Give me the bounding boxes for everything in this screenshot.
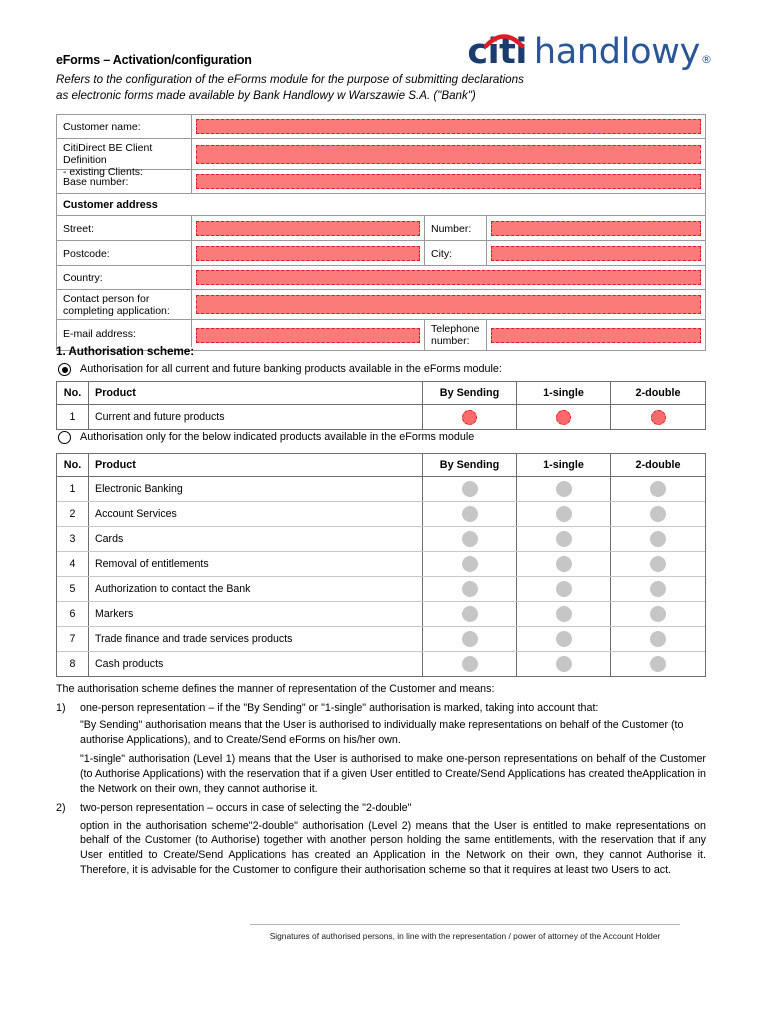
explanation-section <box>56 682 706 882</box>
input-base-number[interactable] <box>196 174 701 189</box>
cell-by-sending <box>423 577 517 601</box>
cell-2-double <box>611 577 705 601</box>
table-header-row <box>57 382 705 405</box>
signature-line <box>250 924 680 925</box>
label-telephone-number <box>425 320 487 350</box>
subtitle-line-2: as electronic forms made available by Bank Handlowy w Warszawie S.A. ("Bank") <box>56 89 476 102</box>
checkbox-1-single[interactable] <box>556 631 572 647</box>
checkbox-by-sending[interactable] <box>462 410 477 425</box>
checkbox-by-sending[interactable] <box>462 581 478 597</box>
cell-row-number: 3 <box>57 527 89 551</box>
table-row-country <box>57 266 705 290</box>
cell-1-single <box>517 577 611 601</box>
cell-1-single <box>517 527 611 551</box>
explanation-item-1-para-1: "By Sending" authorisation means that the User is authorised to individually make representations on behalf of the Customer (to authorise Applications), and to Create/Send eForms on his/her own. <box>80 719 684 746</box>
logo-registered-mark: ® <box>701 53 712 66</box>
table-row <box>57 627 705 652</box>
checkbox-2-double[interactable] <box>650 631 666 647</box>
explanation-item-2-marker: 2) <box>56 802 66 815</box>
input-street[interactable] <box>196 221 420 236</box>
column-header-1-single: 1-single <box>517 454 611 476</box>
table-row <box>57 477 705 502</box>
label-customer-address-header: Customer address <box>63 199 158 211</box>
checkbox-by-sending[interactable] <box>462 606 478 622</box>
cell-2-double <box>611 502 705 526</box>
field-cell-customer-name <box>192 115 705 138</box>
subtitle-line-1: Refers to the configuration of the eForms module for the purpose of submitting declarations <box>56 73 524 86</box>
cell-by-sending <box>423 477 517 501</box>
checkbox-by-sending[interactable] <box>462 506 478 522</box>
field-cell-city <box>487 241 705 265</box>
signature-caption: Signatures of authorised persons, in line with the representation / power of attorney of the Account Holder <box>269 931 661 941</box>
table-row <box>57 602 705 627</box>
table-row <box>57 577 705 602</box>
explanation-item-1-text: one-person representation – if the "By Sending" or "1-single" authorisation is marked, taking into account that: <box>80 701 599 714</box>
field-cell-citidirect-client-definition <box>192 139 705 169</box>
cell-product-name: Markers <box>89 602 423 626</box>
authorisation-table-all-products <box>56 381 706 430</box>
cell-1-single <box>517 477 611 501</box>
column-header-product: Product <box>89 382 423 404</box>
field-cell-postcode <box>192 241 425 265</box>
label-telephone-line-1: Telephone <box>431 323 480 335</box>
input-city[interactable] <box>491 246 701 261</box>
checkbox-1-single[interactable] <box>556 506 572 522</box>
field-cell-email-address <box>192 320 425 350</box>
cell-product-name: Authorization to contact the Bank <box>89 577 423 601</box>
cell-product-name: Cards <box>89 527 423 551</box>
cell-1-single <box>517 602 611 626</box>
page-title: eForms – Activation/configuration <box>56 53 252 67</box>
label-telephone-line-2: number: <box>431 335 470 347</box>
logo-handlowy-text: handlowy <box>533 32 700 72</box>
table-row-customer-name <box>57 115 705 139</box>
column-header-by-sending: By Sending <box>423 382 517 404</box>
cell-product-name: Electronic Banking <box>89 477 423 501</box>
checkbox-1-single[interactable] <box>556 410 571 425</box>
cell-2-double <box>611 477 705 501</box>
checkbox-by-sending[interactable] <box>462 631 478 647</box>
label-citidirect-line-1: CitiDirect BE Client Definition <box>63 142 153 166</box>
cell-by-sending <box>423 552 517 576</box>
cell-2-double <box>611 527 705 551</box>
label-contact-person-line-2: completing application: <box>63 305 170 317</box>
checkbox-by-sending[interactable] <box>462 556 478 572</box>
column-header-2-double: 2-double <box>635 459 681 471</box>
input-customer-name[interactable] <box>196 119 701 134</box>
input-postcode[interactable] <box>196 246 420 261</box>
input-telephone-number[interactable] <box>491 328 701 343</box>
column-header-no: No. <box>57 382 89 404</box>
table-row <box>57 405 705 429</box>
checkbox-2-double[interactable] <box>650 656 666 672</box>
label-contact-person-line-1: Contact person for <box>63 293 150 305</box>
signature-footer <box>250 924 680 941</box>
checkbox-2-double[interactable] <box>650 556 666 572</box>
explanation-item-1-marker: 1) <box>56 701 66 714</box>
cell-row-number: 7 <box>57 627 89 651</box>
label-postcode: Postcode: <box>57 241 192 265</box>
checkbox-1-single[interactable] <box>556 606 572 622</box>
cell-by-sending <box>423 405 517 429</box>
cell-by-sending <box>423 527 517 551</box>
cell-2-double <box>611 405 705 429</box>
radio-option-all-products-label: Authorisation for all current and future banking products available in the eForms module: <box>80 363 502 375</box>
checkbox-1-single[interactable] <box>556 481 572 497</box>
customer-details-table <box>56 114 706 351</box>
table-row-citidirect-client-definition <box>57 139 705 178</box>
explanation-item-2-text: two-person representation – occurs in case of selecting the "2-double" <box>80 802 412 815</box>
table-row-street <box>57 216 705 241</box>
cell-by-sending <box>423 502 517 526</box>
cell-product-name: Current and future products <box>89 405 423 429</box>
cell-row-number: 5 <box>57 577 89 601</box>
table-header-row <box>57 454 705 477</box>
radio-option-indicated-products-label: Authorisation only for the below indicated products available in the eForms module <box>80 431 475 443</box>
column-header-product: Product <box>89 454 423 476</box>
cell-1-single <box>517 652 611 676</box>
cell-product-name: Removal of entitlements <box>89 552 423 576</box>
explanation-item-2 <box>56 801 706 816</box>
input-country[interactable] <box>196 270 701 285</box>
cell-product-name: Trade finance and trade services products <box>89 627 423 651</box>
field-cell-base-number <box>192 170 705 193</box>
cell-row-number: 6 <box>57 602 89 626</box>
column-header-2-double: 2-double <box>635 387 681 399</box>
column-header-by-sending: By Sending <box>423 454 517 476</box>
label-citidirect-line-2: - existing Clients: <box>63 166 143 178</box>
checkbox-2-double[interactable] <box>650 481 666 497</box>
checkbox-2-double[interactable] <box>650 581 666 597</box>
radio-option-indicated-products[interactable] <box>58 431 474 444</box>
label-base-number: Base number: <box>57 170 192 193</box>
cell-1-single <box>517 552 611 576</box>
field-cell-number <box>487 216 705 240</box>
radio-option-all-products[interactable] <box>58 363 502 376</box>
label-country: Country: <box>57 266 192 289</box>
column-header-no: No. <box>57 454 89 476</box>
checkbox-2-double[interactable] <box>650 606 666 622</box>
checkbox-by-sending[interactable] <box>462 481 478 497</box>
cell-row-number: 2 <box>57 502 89 526</box>
cell-product-name: Cash products <box>89 652 423 676</box>
input-number[interactable] <box>491 221 701 236</box>
cell-2-double <box>611 627 705 651</box>
label-street: Street: <box>57 216 192 240</box>
checkbox-by-sending[interactable] <box>462 531 478 547</box>
checkbox-1-single[interactable] <box>556 556 572 572</box>
label-city: City: <box>425 241 487 265</box>
checkbox-2-double[interactable] <box>650 531 666 547</box>
cell-1-single <box>517 627 611 651</box>
field-cell-telephone-number <box>487 320 705 350</box>
table-row-contact-person <box>57 290 705 320</box>
explanation-item-1-para-2: "1-single" authorisation (Level 1) means that the User is authorised to make one-person representations on behalf of the Customer (to Authorise Applications) with the reservation that if a given User entitled to Create/Send Applications has created theApplication in the Network on their own, they cannot authorise it. <box>80 753 706 795</box>
checkbox-2-double[interactable] <box>650 506 666 522</box>
table-row <box>57 552 705 577</box>
checkbox-2-double[interactable] <box>651 410 666 425</box>
cell-1-single <box>517 405 611 429</box>
label-customer-name: Customer name: <box>57 115 192 138</box>
cell-by-sending <box>423 652 517 676</box>
radio-button-unselected-icon[interactable] <box>58 431 71 444</box>
field-cell-street <box>192 216 425 240</box>
explanation-item-2-para-1: option in the authorisation scheme"2-double" authorisation (Level 2) means that the User is entitled to make representations on behalf of the Customer (to Authorise) together with another person holding the same entitlements, with the reservation that if any User entitled to Create/Send Applications has created an Application in the Network on their own, they cannot Authorise it. Therefore, it is advisable for the Customer to configure their authorisation scheme so that it requires at least two Users to act. <box>80 819 706 876</box>
cell-2-double <box>611 652 705 676</box>
cell-2-double <box>611 552 705 576</box>
radio-button-selected-icon[interactable] <box>58 363 71 376</box>
cell-1-single <box>517 502 611 526</box>
table-row-customer-address-header <box>57 194 705 216</box>
table-row-base-number <box>57 170 705 194</box>
explanation-intro: The authorisation scheme defines the manner of representation of the Customer and means: <box>56 683 495 695</box>
logo-citi-text: citi <box>467 32 527 72</box>
cell-2-double <box>611 602 705 626</box>
cell-product-name: Account Services <box>89 502 423 526</box>
cell-by-sending <box>423 602 517 626</box>
input-contact-person[interactable] <box>196 295 701 314</box>
table-row <box>57 652 705 676</box>
checkbox-1-single[interactable] <box>556 531 572 547</box>
authorisation-table-indicated-products <box>56 453 706 677</box>
explanation-item-1 <box>56 701 706 716</box>
page-subtitle <box>56 72 716 104</box>
label-citidirect-client-definition <box>57 139 192 178</box>
field-cell-contact-person <box>192 290 705 319</box>
label-email-address: E-mail address: <box>57 320 192 347</box>
cell-by-sending <box>423 627 517 651</box>
input-email-address[interactable] <box>196 328 420 343</box>
table-row <box>57 527 705 552</box>
cell-row-number: 8 <box>57 652 89 676</box>
column-header-1-single: 1-single <box>517 382 611 404</box>
checkbox-1-single[interactable] <box>556 656 572 672</box>
cell-row-number: 1 <box>57 477 89 501</box>
label-number: Number: <box>425 216 487 240</box>
section-title-authorisation-scheme: 1. Authorisation scheme: <box>56 344 195 358</box>
table-row-postcode <box>57 241 705 266</box>
checkbox-by-sending[interactable] <box>462 656 478 672</box>
citi-handlowy-logo <box>467 26 712 70</box>
cell-row-number: 1 <box>57 405 89 429</box>
checkbox-1-single[interactable] <box>556 581 572 597</box>
input-citidirect-client-definition[interactable] <box>196 145 701 164</box>
field-cell-country <box>192 266 705 289</box>
table-row <box>57 502 705 527</box>
cell-row-number: 4 <box>57 552 89 576</box>
label-contact-person <box>57 290 192 319</box>
